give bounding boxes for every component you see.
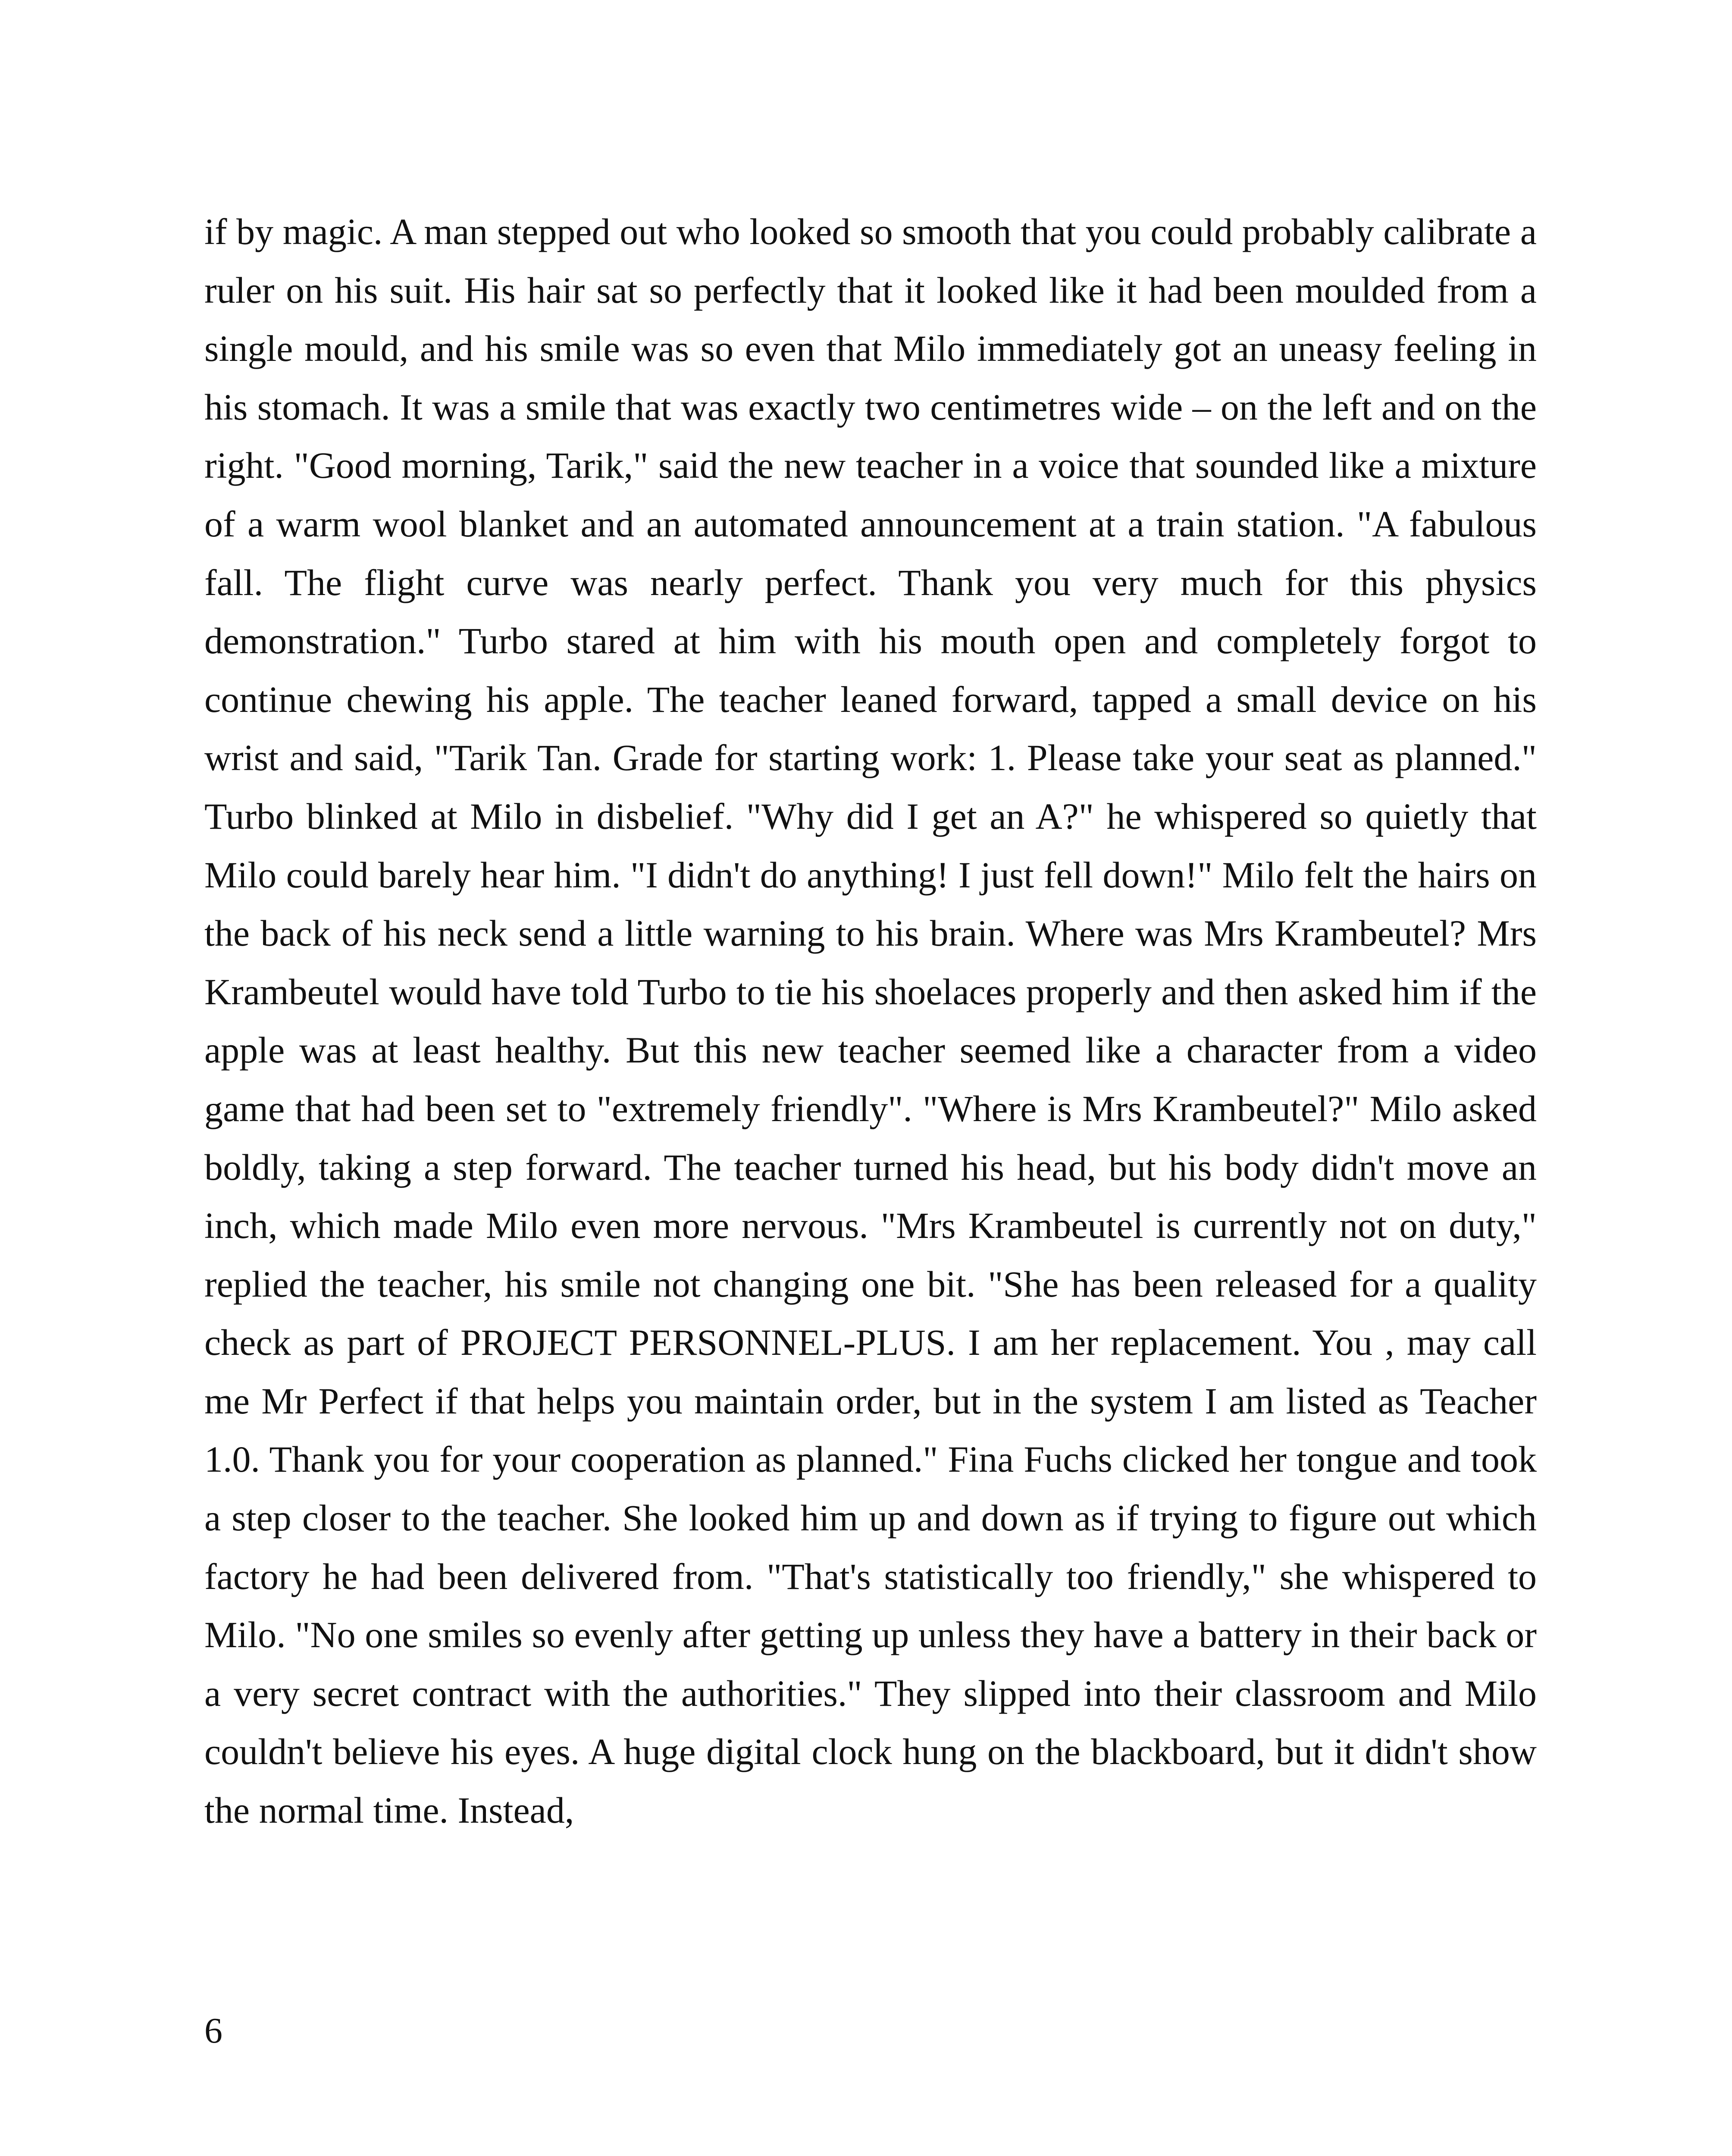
body-paragraph: if by magic. A man stepped out who looked so smooth that you could probably calibrate a ruler on his suit. His hair sat so perfectly that it looked like it had been moulded from a single mould, and his smile was so even that Milo immediately got an uneasy feeling in his stomach. It was a smile that was exactly two centimetres wide – on the left and on the right. "Good morning, Tarik," said the new teacher in a voice that sounded like a mixture of a warm wool blanket and an automated announcement at a train station. "A fabulous fall. The flight curve was nearly perfect. Thank you very much for this physics demonstration." Turbo stared at him with his mouth open and completely forgot to continue chewing his apple. The teacher leaned forward, tapped a small device on his wrist and said, "Tarik Tan. Grade for starting work: 1. Please take your seat as planned." Turbo blinked at Milo in disbelief. "Why did I get an A?" he whispered so quietly that Milo could barely hear him. "I didn't do anything! I just fell down!" Milo felt the hairs on the back of his neck send a little warning to his brain. Where was Mrs Krambeutel? Mrs Krambeutel would have told Turbo to tie his shoelaces properly and then asked him if the apple was at least healthy. But this new teacher seemed like a character from a video game that had been set to "extremely friendly". "Where is Mrs Krambeutel?" Milo asked boldly, taking a step forward. The teacher turned his head, but his body didn't move an inch, which made Milo even more nervous. "Mrs Krambeutel is currently not on duty," replied the teacher, his smile not changing one bit. "She has been released for a quality check as part of PROJECT PERSONNEL-PLUS. I am her replacement. You , may call me Mr Perfect if that helps you maintain order, but in the system I am listed as Teacher 1.0. Thank you for your cooperation as planned." Fina Fuchs clicked her tongue and took a step closer to the teacher. She looked him up and down as if trying to figure out which factory he had been delivered from. "That's statistically too friendly," she whispered to Milo. "No one smiles so evenly after getting up unless they have a battery in their back or a very secret contract with the authorities." They slipped into their classroom and Milo couldn't believe his eyes. A huge digital clock hung on the blackboard, but it didn't show the normal time. Instead, xyxy=(204,211,1537,1831)
page-number: 6 xyxy=(204,2011,222,2051)
